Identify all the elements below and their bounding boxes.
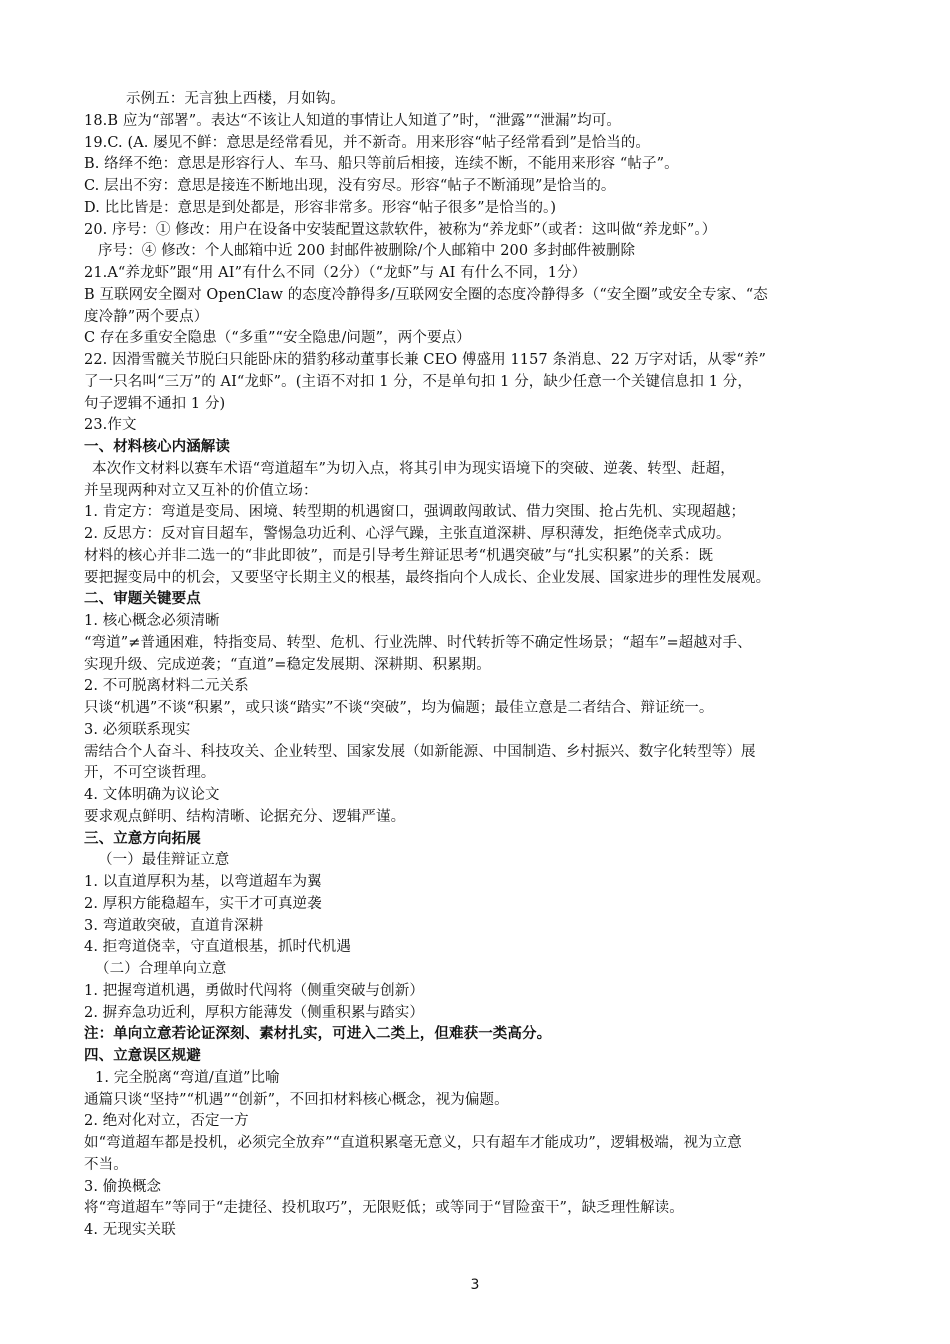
section-heading: 二、审题关键要点 xyxy=(84,591,201,608)
document-body xyxy=(84,89,870,1242)
text-line: 了一只名叫“三万”的 AI“龙虾”。(主语不对扣 1 分，不是单句扣 1 分，缺少任意一个关键信息扣 1 分， xyxy=(84,373,752,390)
list-item: 2. 摒弃急功近利，厚积方能薄发（侧重积累与踏实） xyxy=(84,1004,424,1021)
subsection-heading: （一）最佳辩证立意 xyxy=(98,852,230,869)
text-line: 度冷静”两个要点） xyxy=(84,308,209,325)
text-line: 如“弯道超车都是投机，必须完全放弃”“直道积累毫无意义，只有超车才能成功”，逻辑极端，视为立意 xyxy=(84,1135,742,1151)
text-line: B. 络绎不绝：意思是形容行人、车马、船只等前后相接，连续不断，不能用来形容 “帖子”。 xyxy=(84,156,679,173)
list-item: 1. 肯定方：弯道是变局、困境、转型期的机遇窗口，强调敢闯敢试、借力突围、抢占先机、实现超越； xyxy=(84,504,746,521)
text-line: C 存在多重安全隐患（“多重”“安全隐患/问题”，两个要点） xyxy=(84,330,471,347)
page-number: 3 xyxy=(470,1277,480,1293)
text-line: 通篇只谈“坚持”“机遇”“创新”，不回扣材料核心概念，视为偏题。 xyxy=(84,1091,509,1108)
text-line: 要求观点鲜明、结构清晰、论据充分、逻辑严谨。 xyxy=(84,808,406,825)
section-heading: 三、立意方向拓展 xyxy=(84,830,201,847)
text-line: C. 层出不穷：意思是接连不断地出现，没有穷尽。形容“帖子不断涌现”是恰当的。 xyxy=(84,178,616,194)
text-line: B 互联网安全圈对 OpenClaw 的态度冷静得多/互联网安全圈的态度冷静得多（“安全圈”或安全专家、“态 xyxy=(84,286,768,303)
text-line: D. 比比皆是：意思是到处都是，形容非常多。形容“帖子很多”是恰当的。) xyxy=(84,199,557,216)
list-item: 3. 弯道敢突破，直道肯深耕 xyxy=(84,917,264,934)
list-item: 4. 无现实关联 xyxy=(84,1222,176,1238)
text-line: 示例五：无言独上西楼，月如钩。 xyxy=(126,91,345,107)
list-item: 1. 完全脱离“弯道/直道”比喻 xyxy=(95,1069,280,1086)
text-line: 18.B 应为“部署”。表达“不该让人知道的事情让人知道了”时，“泄露”“泄漏”均可。 xyxy=(84,112,621,129)
section-heading: 一、材料核心内涵解读 xyxy=(84,439,230,455)
text-line: 不当。 xyxy=(84,1156,128,1173)
list-item: 1. 把握弯道机遇，勇做时代闯将（侧重突破与创新） xyxy=(84,982,424,999)
text-line: 开，不可空谈哲理。 xyxy=(84,765,216,782)
text-line: 要把握变局中的机会，又要坚守长期主义的根基，最终指向个人成长、企业发展、国家进步的理性发展观。 xyxy=(84,569,771,586)
text-line: 并呈现两种对立又互补的价值立场： xyxy=(84,482,318,499)
text-line: 材料的核心并非二选一的“非此即彼”，而是引导考生辩证思考“机遇突破”与“扎实积累”的关系：既 xyxy=(84,547,714,564)
list-item: 2. 不可脱离材料二元关系 xyxy=(84,678,249,695)
list-item: 2. 反思方：反对盲目超车，警惕急功近利、心浮气躁，主张直道深耕、厚积薄发，拒绝侥幸式成功。 xyxy=(84,526,731,542)
list-item: 2. 绝对化对立，否定一方 xyxy=(84,1113,249,1130)
text-line: 将“弯道超车”等同于“走捷径、投机取巧”，无限贬低；或等同于“冒险蛮干”，缺乏理性解读。 xyxy=(84,1200,684,1217)
text-line: 21.A“养龙虾”跟“用 AI”有什么不同（2分）（“龙虾”与 AI 有什么不同，1分） xyxy=(84,265,587,281)
note-line: 注：单向立意若论证深刻、素材扎实，可进入二类上，但难获一类高分。 xyxy=(84,1026,552,1043)
subsection-heading: （二）合理单向立意 xyxy=(95,961,227,977)
list-item: 3. 偷换概念 xyxy=(84,1178,162,1195)
list-item: 4. 拒弯道侥幸，守直道根基，抓时代机遇 xyxy=(84,939,351,956)
section-heading: 四、立意误区规避 xyxy=(84,1048,201,1064)
text-line: 22. 因滑雪髋关节脱臼只能卧床的猎豹移动董事长兼 CEO 傅盛用 1157 条消息、22 万字对话，从零“养” xyxy=(84,352,767,368)
list-item: 3. 必须联系现实 xyxy=(84,721,191,738)
text-line: 23.作文 xyxy=(84,417,137,434)
list-item: 2. 厚积方能稳超车，实干才可真逆袭 xyxy=(84,895,322,912)
text-line: “弯道”≠普通困难，特指变局、转型、危机、行业洗牌、时代转折等不确定性场景；“超车”=超越对手、 xyxy=(84,634,752,651)
list-item: 1. 核心概念必须清晰 xyxy=(84,613,220,629)
text-line: 本次作文材料以赛车术语“弯道超车”为切入点，将其引申为现实语境下的突破、逆袭、转型、赶超， xyxy=(92,460,735,477)
list-item: 4. 文体明确为议论文 xyxy=(84,787,220,803)
list-item: 1. 以直道厚积为基，以弯道超车为翼 xyxy=(84,874,322,890)
text-line: 20. 序号：① 修改：用户在设备中安装配置这款软件，被称为“养龙虾”（或者：这叫做“养龙虾”。） xyxy=(84,221,717,238)
text-line: 实现升级、完成逆袭；“直道”=稳定发展期、深耕期、积累期。 xyxy=(84,656,491,673)
text-line: 19.C. (A. 屡见不鲜：意思是经常看见，并不新奇。用来形容“帖子经常看到”是恰当的。 xyxy=(84,134,651,151)
text-line: 需结合个人奋斗、科技攻关、企业转型、国家发展（如新能源、中国制造、乡村振兴、数字化转型等）展 xyxy=(84,743,756,760)
text-line: 句子逻辑不通扣 1 分) xyxy=(84,395,226,412)
text-line: 序号：④ 修改：个人邮箱中近 200 封邮件被删除/个人邮箱中 200 多封邮件被删除 xyxy=(98,243,636,260)
text-line: 只谈“机遇”不谈“积累”，或只谈“踏实”不谈“突破”，均为偏题；最佳立意是二者结合、辩证统一。 xyxy=(84,700,714,716)
